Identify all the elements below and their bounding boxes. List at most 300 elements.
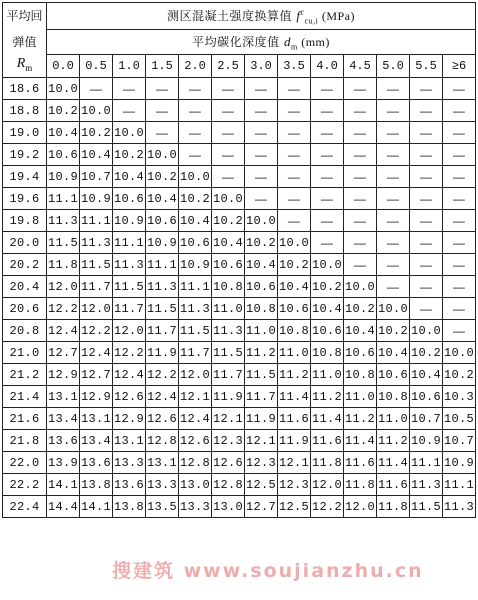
rebound-value-cell: 20.0 — [3, 232, 47, 254]
strength-value-cell: 11.9 — [212, 386, 245, 408]
strength-value-cell: 10.2 — [278, 254, 311, 276]
strength-value-cell: 11.9 — [146, 342, 179, 364]
strength-value-cell: 12.1 — [179, 386, 212, 408]
title-symbol: $f^c_{cu,i}$ — [296, 7, 319, 26]
strength-value-cell: 13.3 — [179, 496, 212, 518]
strength-value-cell: 10.2 — [80, 122, 113, 144]
table-row — [3, 254, 476, 276]
strength-value-cell: — — [146, 122, 179, 144]
strength-value-cell: 12.1 — [212, 408, 245, 430]
strength-value-cell: — — [443, 298, 476, 320]
strength-value-cell: — — [245, 144, 278, 166]
strength-value-cell: — — [311, 210, 344, 232]
strength-value-cell: 11.2 — [344, 408, 377, 430]
strength-value-cell: — — [278, 144, 311, 166]
strength-value-cell: 12.0 — [47, 276, 80, 298]
table-row — [3, 210, 476, 232]
rebound-value-cell: 19.2 — [3, 144, 47, 166]
table-row — [3, 364, 476, 386]
strength-value-cell: 11.7 — [212, 364, 245, 386]
table-row — [3, 342, 476, 364]
rebound-value-cell: 18.8 — [3, 100, 47, 122]
strength-value-cell: 11.1 — [113, 232, 146, 254]
strength-value-cell: 10.0 — [245, 210, 278, 232]
strength-value-cell: 10.4 — [344, 320, 377, 342]
strength-value-cell: 12.4 — [113, 364, 146, 386]
table-body — [3, 78, 476, 518]
strength-value-cell: 13.1 — [146, 452, 179, 474]
strength-value-cell: 11.2 — [377, 430, 410, 452]
strength-value-cell: 10.9 — [146, 232, 179, 254]
strength-value-cell: — — [245, 188, 278, 210]
column-header: 1.5 — [146, 55, 179, 78]
strength-value-cell: — — [278, 78, 311, 100]
table-row — [3, 100, 476, 122]
strength-value-cell: 10.4 — [410, 364, 443, 386]
rebound-value-cell: 22.0 — [3, 452, 47, 474]
strength-value-cell: 10.2 — [410, 342, 443, 364]
strength-value-cell: 10.4 — [278, 276, 311, 298]
strength-value-cell: — — [179, 78, 212, 100]
column-header: 3.5 — [278, 55, 311, 78]
strength-value-cell: 12.3 — [278, 474, 311, 496]
strength-value-cell: — — [410, 188, 443, 210]
strength-value-cell: — — [377, 210, 410, 232]
strength-value-cell: — — [410, 232, 443, 254]
strength-value-cell: 10.5 — [443, 408, 476, 430]
rebound-value-cell: 21.6 — [3, 408, 47, 430]
strength-value-cell: 12.7 — [80, 364, 113, 386]
strength-value-cell: — — [245, 122, 278, 144]
strength-value-cell: — — [179, 122, 212, 144]
strength-value-cell: — — [377, 166, 410, 188]
strength-value-cell: — — [410, 122, 443, 144]
rebound-value-cell: 19.0 — [3, 122, 47, 144]
table-row — [3, 188, 476, 210]
strength-value-cell: 11.4 — [278, 386, 311, 408]
strength-value-cell: 10.6 — [278, 298, 311, 320]
strength-value-cell: — — [113, 100, 146, 122]
strength-value-cell: 10.9 — [179, 254, 212, 276]
strength-value-cell: 11.1 — [443, 474, 476, 496]
strength-value-cell: 11.2 — [245, 342, 278, 364]
strength-value-cell: 10.4 — [47, 122, 80, 144]
strength-value-cell: — — [344, 144, 377, 166]
strength-value-cell: 10.6 — [47, 144, 80, 166]
strength-value-cell: — — [377, 232, 410, 254]
strength-value-cell: — — [278, 166, 311, 188]
strength-value-cell: 12.8 — [146, 430, 179, 452]
header-row-title — [3, 3, 476, 30]
strength-value-cell: 13.1 — [113, 430, 146, 452]
strength-value-cell: 10.4 — [80, 144, 113, 166]
strength-value-cell: 10.0 — [47, 78, 80, 100]
strength-value-cell: 12.8 — [212, 474, 245, 496]
strength-value-cell: 10.6 — [245, 276, 278, 298]
strength-value-cell: — — [212, 78, 245, 100]
column-header: 5.5 — [410, 55, 443, 78]
strength-value-cell: 13.3 — [113, 452, 146, 474]
strength-value-cell: 10.0 — [278, 232, 311, 254]
table-row — [3, 474, 476, 496]
strength-value-cell: 10.0 — [344, 276, 377, 298]
strength-value-cell: 11.7 — [146, 320, 179, 342]
strength-value-cell: — — [410, 254, 443, 276]
strength-value-cell: 10.2 — [179, 188, 212, 210]
table-row — [3, 452, 476, 474]
strength-value-cell: 10.0 — [212, 188, 245, 210]
strength-value-cell: — — [179, 100, 212, 122]
column-header: 5.0 — [377, 55, 410, 78]
column-header: ≥6 — [443, 55, 476, 78]
strength-value-cell: 12.4 — [179, 408, 212, 430]
strength-value-cell: 10.6 — [410, 386, 443, 408]
strength-value-cell: 13.0 — [179, 474, 212, 496]
strength-value-cell: 11.3 — [113, 254, 146, 276]
strength-value-cell: 12.8 — [179, 452, 212, 474]
strength-value-cell: 11.5 — [179, 320, 212, 342]
strength-value-cell: 12.6 — [113, 386, 146, 408]
strength-value-cell: 12.2 — [113, 342, 146, 364]
strength-value-cell: 11.2 — [278, 364, 311, 386]
strength-value-cell: 11.0 — [278, 342, 311, 364]
subtitle-symbol: $d_m$ — [283, 33, 298, 52]
strength-value-cell: — — [377, 188, 410, 210]
strength-value-cell: 12.9 — [47, 364, 80, 386]
rebound-value-cell: 22.4 — [3, 496, 47, 518]
strength-value-cell: — — [311, 144, 344, 166]
rebound-value-cell: 20.8 — [3, 320, 47, 342]
strength-value-cell: 12.0 — [344, 496, 377, 518]
strength-value-cell: 10.0 — [377, 298, 410, 320]
strength-conversion-table — [2, 2, 476, 518]
strength-value-cell: — — [410, 100, 443, 122]
strength-value-cell: 10.2 — [146, 166, 179, 188]
strength-value-cell: — — [311, 78, 344, 100]
strength-value-cell: — — [212, 166, 245, 188]
title-unit: (MPa) — [318, 8, 356, 23]
strength-value-cell: 11.4 — [377, 452, 410, 474]
strength-value-cell: 14.1 — [47, 474, 80, 496]
table-row — [3, 496, 476, 518]
table-row — [3, 144, 476, 166]
strength-value-cell: 10.9 — [113, 210, 146, 232]
strength-value-cell: — — [245, 100, 278, 122]
strength-value-cell: 10.4 — [245, 254, 278, 276]
strength-value-cell: 11.6 — [311, 430, 344, 452]
strength-value-cell: — — [443, 320, 476, 342]
strength-value-cell: — — [146, 78, 179, 100]
strength-value-cell: 11.7 — [113, 298, 146, 320]
strength-value-cell: 11.1 — [80, 210, 113, 232]
strength-value-cell: — — [311, 232, 344, 254]
strength-value-cell: — — [443, 144, 476, 166]
strength-value-cell: — — [344, 210, 377, 232]
rebound-value-cell: 21.8 — [3, 430, 47, 452]
rebound-value-cell: 19.4 — [3, 166, 47, 188]
table-row — [3, 276, 476, 298]
strength-value-cell: 10.6 — [212, 254, 245, 276]
strength-value-cell: 12.1 — [278, 452, 311, 474]
strength-value-cell: 11.5 — [410, 496, 443, 518]
strength-value-cell: 12.0 — [113, 320, 146, 342]
strength-value-cell: 12.6 — [179, 430, 212, 452]
strength-value-cell: 11.2 — [311, 386, 344, 408]
strength-value-cell: 13.8 — [80, 474, 113, 496]
row-header-line1: 平均回 — [3, 3, 47, 30]
strength-value-cell: — — [443, 100, 476, 122]
strength-value-cell: — — [113, 78, 146, 100]
strength-value-cell: — — [344, 254, 377, 276]
strength-value-cell: 11.1 — [47, 188, 80, 210]
watermark: 搜建筑 www.soujianzhu.cn — [112, 560, 424, 582]
strength-value-cell: 11.0 — [311, 364, 344, 386]
strength-value-cell: 12.7 — [245, 496, 278, 518]
strength-value-cell: — — [212, 144, 245, 166]
rebound-value-cell: 20.4 — [3, 276, 47, 298]
strength-value-cell: — — [245, 166, 278, 188]
strength-value-cell: 12.3 — [245, 452, 278, 474]
rebound-value-cell: 18.6 — [3, 78, 47, 100]
table-row — [3, 298, 476, 320]
strength-value-cell: 13.3 — [146, 474, 179, 496]
strength-value-cell: 13.6 — [80, 452, 113, 474]
strength-value-cell: 10.6 — [113, 188, 146, 210]
header-row-columns — [3, 55, 476, 78]
table-row — [3, 386, 476, 408]
strength-value-cell: 12.4 — [47, 320, 80, 342]
column-header: 2.5 — [212, 55, 245, 78]
strength-value-cell: 11.3 — [410, 474, 443, 496]
rebound-value-cell: 22.2 — [3, 474, 47, 496]
strength-value-cell: 12.2 — [146, 364, 179, 386]
strength-value-cell: 10.8 — [245, 298, 278, 320]
strength-value-cell: — — [443, 166, 476, 188]
strength-value-cell: — — [377, 144, 410, 166]
strength-value-cell: 10.7 — [80, 166, 113, 188]
table-row — [3, 78, 476, 100]
strength-value-cell: 10.9 — [410, 430, 443, 452]
strength-value-cell: — — [212, 122, 245, 144]
strength-value-cell: 12.6 — [212, 452, 245, 474]
strength-value-cell: 11.3 — [146, 276, 179, 298]
strength-value-cell: 11.3 — [80, 232, 113, 254]
strength-value-cell: 13.1 — [47, 386, 80, 408]
strength-value-cell: — — [179, 144, 212, 166]
strength-value-cell: — — [344, 166, 377, 188]
strength-value-cell: 12.7 — [47, 342, 80, 364]
strength-value-cell: 10.4 — [212, 232, 245, 254]
rebound-value-cell: 19.8 — [3, 210, 47, 232]
strength-value-cell: 13.8 — [113, 496, 146, 518]
subtitle-prefix: 平均碳化深度值 — [192, 34, 284, 49]
strength-value-cell: 11.1 — [146, 254, 179, 276]
strength-value-cell: 12.2 — [80, 320, 113, 342]
strength-value-cell: 12.1 — [245, 430, 278, 452]
strength-value-cell: 13.6 — [47, 430, 80, 452]
strength-value-cell: 10.2 — [113, 144, 146, 166]
strength-value-cell: 11.6 — [377, 474, 410, 496]
strength-value-cell: 11.9 — [245, 408, 278, 430]
strength-value-cell: — — [311, 188, 344, 210]
strength-value-cell: 11.9 — [278, 430, 311, 452]
strength-value-cell: 10.2 — [212, 210, 245, 232]
strength-value-cell: 14.1 — [80, 496, 113, 518]
strength-value-cell: 10.0 — [80, 100, 113, 122]
strength-value-cell: — — [344, 78, 377, 100]
strength-value-cell: 10.9 — [47, 166, 80, 188]
strength-value-cell: 11.4 — [311, 408, 344, 430]
strength-value-cell: — — [278, 100, 311, 122]
table-row — [3, 122, 476, 144]
strength-value-cell: 10.0 — [410, 320, 443, 342]
strength-value-cell: — — [377, 100, 410, 122]
strength-value-cell: 11.5 — [212, 342, 245, 364]
strength-value-cell: 12.0 — [179, 364, 212, 386]
strength-value-cell: 12.5 — [278, 496, 311, 518]
strength-value-cell: 10.2 — [47, 100, 80, 122]
strength-value-cell: 10.8 — [278, 320, 311, 342]
column-header: 0.0 — [47, 55, 80, 78]
strength-value-cell: 10.8 — [311, 342, 344, 364]
strength-value-cell: 12.6 — [146, 408, 179, 430]
strength-value-cell: 10.2 — [443, 364, 476, 386]
strength-value-cell: 12.9 — [113, 408, 146, 430]
strength-value-cell: — — [443, 210, 476, 232]
strength-value-cell: 10.2 — [245, 232, 278, 254]
strength-value-cell: — — [410, 276, 443, 298]
strength-value-cell: — — [443, 276, 476, 298]
table-row — [3, 408, 476, 430]
strength-value-cell: 10.4 — [377, 342, 410, 364]
strength-value-cell: — — [410, 210, 443, 232]
rebound-value-cell: 20.6 — [3, 298, 47, 320]
strength-value-cell: — — [377, 78, 410, 100]
strength-value-cell: 12.0 — [80, 298, 113, 320]
strength-value-cell: 12.4 — [80, 342, 113, 364]
strength-value-cell: 11.8 — [311, 452, 344, 474]
strength-value-cell: 10.6 — [377, 364, 410, 386]
strength-value-cell: — — [311, 166, 344, 188]
strength-value-cell: — — [344, 188, 377, 210]
strength-value-cell: — — [344, 100, 377, 122]
strength-value-cell: 12.0 — [311, 474, 344, 496]
strength-value-cell: — — [278, 188, 311, 210]
strength-value-cell: — — [377, 276, 410, 298]
subtitle-unit: (mm) — [297, 34, 330, 49]
header-row-subtitle — [3, 30, 476, 55]
strength-value-cell: 12.3 — [212, 430, 245, 452]
strength-value-cell: 12.2 — [47, 298, 80, 320]
strength-value-cell: — — [80, 78, 113, 100]
strength-value-cell: — — [245, 78, 278, 100]
column-header: 4.0 — [311, 55, 344, 78]
strength-value-cell: — — [443, 254, 476, 276]
strength-value-cell: 11.3 — [212, 320, 245, 342]
strength-value-cell: 10.2 — [311, 276, 344, 298]
strength-value-cell: 10.9 — [443, 452, 476, 474]
strength-value-cell: — — [212, 100, 245, 122]
strength-value-cell: 10.4 — [311, 298, 344, 320]
strength-value-cell: 11.5 — [80, 254, 113, 276]
table-title — [47, 3, 476, 30]
strength-value-cell: — — [443, 78, 476, 100]
table-subtitle — [47, 30, 476, 55]
strength-value-cell: 10.2 — [344, 298, 377, 320]
strength-value-cell: 13.0 — [212, 496, 245, 518]
strength-value-cell: 11.5 — [146, 298, 179, 320]
strength-value-cell: 13.1 — [80, 408, 113, 430]
strength-value-cell: — — [410, 78, 443, 100]
strength-value-cell: 12.5 — [245, 474, 278, 496]
strength-value-cell: 10.6 — [146, 210, 179, 232]
strength-value-cell: — — [311, 100, 344, 122]
strength-value-cell: 13.6 — [113, 474, 146, 496]
strength-value-cell: 11.3 — [443, 496, 476, 518]
strength-value-cell: 10.4 — [146, 188, 179, 210]
column-header: 4.5 — [344, 55, 377, 78]
strength-value-cell: 13.4 — [80, 430, 113, 452]
strength-value-cell: — — [443, 122, 476, 144]
column-header: 0.5 — [80, 55, 113, 78]
strength-value-cell: 10.4 — [113, 166, 146, 188]
strength-value-cell: 11.7 — [245, 386, 278, 408]
strength-value-cell: — — [377, 122, 410, 144]
strength-value-cell: 11.7 — [80, 276, 113, 298]
strength-value-cell: 13.5 — [146, 496, 179, 518]
strength-value-cell: 11.0 — [212, 298, 245, 320]
strength-value-cell: 11.7 — [179, 342, 212, 364]
strength-value-cell: 10.4 — [179, 210, 212, 232]
strength-value-cell: 11.8 — [344, 474, 377, 496]
strength-value-cell: — — [410, 166, 443, 188]
strength-value-cell: 10.2 — [377, 320, 410, 342]
strength-value-cell: 10.6 — [311, 320, 344, 342]
strength-value-cell: 10.0 — [113, 122, 146, 144]
strength-value-cell: 11.0 — [377, 408, 410, 430]
rebound-value-cell: 21.2 — [3, 364, 47, 386]
strength-value-cell: 11.8 — [47, 254, 80, 276]
strength-value-cell: 10.8 — [212, 276, 245, 298]
strength-value-cell: 11.1 — [410, 452, 443, 474]
strength-value-cell: 11.0 — [245, 320, 278, 342]
strength-value-cell: — — [410, 144, 443, 166]
strength-value-cell: 10.0 — [179, 166, 212, 188]
column-header: 2.0 — [179, 55, 212, 78]
table-row — [3, 232, 476, 254]
strength-value-cell: 13.4 — [47, 408, 80, 430]
strength-value-cell: 14.4 — [47, 496, 80, 518]
strength-value-cell: 10.7 — [410, 408, 443, 430]
table-row — [3, 430, 476, 452]
strength-value-cell: — — [344, 122, 377, 144]
strength-value-cell: 11.5 — [245, 364, 278, 386]
strength-value-cell: 11.3 — [47, 210, 80, 232]
strength-value-cell: — — [146, 100, 179, 122]
strength-value-cell: — — [278, 122, 311, 144]
strength-value-cell: 10.8 — [377, 386, 410, 408]
strength-value-cell: 11.6 — [344, 452, 377, 474]
strength-value-cell: — — [377, 254, 410, 276]
strength-value-cell: 11.4 — [344, 430, 377, 452]
strength-value-cell: 12.4 — [146, 386, 179, 408]
strength-value-cell: — — [311, 122, 344, 144]
strength-value-cell: 12.9 — [80, 386, 113, 408]
strength-value-cell: 11.8 — [377, 496, 410, 518]
strength-value-cell: — — [443, 232, 476, 254]
strength-value-cell: 10.6 — [344, 342, 377, 364]
rebound-value-cell: 19.6 — [3, 188, 47, 210]
